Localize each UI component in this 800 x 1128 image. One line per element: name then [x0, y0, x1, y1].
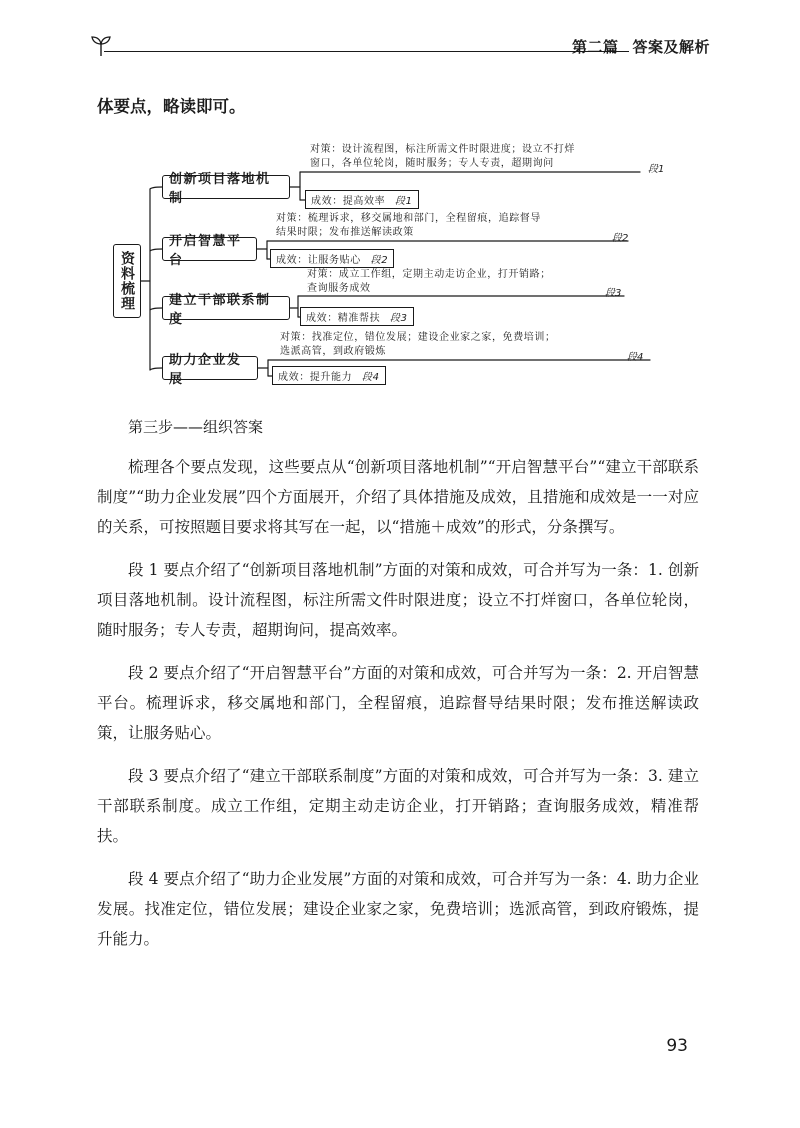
sprout-icon — [90, 34, 112, 58]
branch-3-measure-tag: 段3 — [605, 288, 622, 299]
measure-line: 对策：设计流程图，标注所需文件时限进度；设立不打烊 — [310, 144, 575, 155]
branch-node-1: 创新项目落地机制 — [162, 175, 290, 199]
effect-tag: 段4 — [361, 372, 380, 383]
branch-2-measure — [276, 212, 541, 240]
effect-tag: 段2 — [370, 255, 389, 266]
branch-1-measure-tag: 段1 — [648, 164, 665, 175]
header-part: 第二篇 — [571, 38, 619, 56]
branch-3-effect — [300, 307, 414, 326]
measure-line: 对策：梳理诉求，移交属地和部门，全程留痕，追踪督导 — [276, 213, 541, 224]
branch-1-effect — [305, 190, 419, 209]
header-rule — [104, 51, 629, 52]
branch-1-measure — [310, 143, 575, 171]
effect-text: 成效：提高效率 — [311, 196, 386, 207]
lead-text: 体要点，略读即可。 — [97, 97, 246, 116]
branch-4-measure — [280, 331, 556, 359]
paragraph: 段 1 要点介绍了“创新项目落地机制”方面的对策和成效，可合并写为一条：1. 创新项目落地机制。设计流程图，标注所需文件时限进度；设立不打烊窗口，各单位轮岗，随时服务；专人专责，超期询问，提高效率。 — [97, 561, 699, 639]
branch-node-2: 开启智慧平台 — [162, 237, 257, 261]
effect-tag: 段1 — [394, 196, 413, 207]
effect-text: 成效：精准帮扶 — [306, 313, 381, 324]
branch-4-measure-tag: 段4 — [627, 352, 644, 363]
branch-3-measure — [307, 268, 551, 296]
effect-tag: 段3 — [389, 313, 408, 324]
paragraph: 段 2 要点介绍了“开启智慧平台”方面的对策和成效，可合并写为一条：2. 开启智慧平台。梳理诉求，移交属地和部门，全程留痕，追踪督导结果时限；发布推送解读政策，让服务贴心。 — [97, 664, 699, 742]
measure-line: 对策：成立工作组，定期主动走访企业，打开销路； — [307, 269, 551, 280]
measure-line: 窗口，各单位轮岗，随时服务；专人专责，超期询问 — [310, 158, 554, 169]
body-text — [97, 452, 699, 967]
measure-line: 查询服务成效 — [307, 283, 371, 294]
effect-text: 成效：提升能力 — [278, 372, 353, 383]
header-title — [572, 36, 710, 57]
branch-node-4: 助力企业发展 — [162, 356, 258, 380]
header-section: 答案及解析 — [632, 38, 710, 56]
effect-text: 成效：让服务贴心 — [276, 255, 361, 266]
root-node — [113, 244, 141, 318]
paragraph: 段 4 要点介绍了“助力企业发展”方面的对策和成效，可合并写为一条：4. 助力企业发展。找准定位，错位发展；建设企业家之家，免费培训；选派高管，到政府锻炼，提升能力。 — [97, 870, 699, 948]
root-label: 资料梳理 — [119, 251, 135, 311]
paragraph: 段 3 要点介绍了“建立干部联系制度”方面的对策和成效，可合并写为一条：3. 建立干部联系制度。成立工作组，定期主动走访企业，打开销路；查询服务成效，精准帮扶。 — [97, 767, 699, 845]
measure-line: 对策：找准定位，错位发展；建设企业家之家，免费培训； — [280, 332, 556, 343]
branch-2-effect — [270, 249, 394, 268]
paragraph: 梳理各个要点发现，这些要点从“创新项目落地机制”“开启智慧平台”“建立干部联系制度”“助力企业发展”四个方面展开，介绍了具体措施及成效，且措施和成效是一一对应的关系，可按照题目要求将其写在一起，以“措施＋成效”的形式，分条撰写。 — [97, 458, 699, 536]
measure-line: 选派高管，到政府锻炼 — [280, 346, 386, 357]
branch-2-measure-tag: 段2 — [612, 233, 629, 244]
step-title: 第三步——组织答案 — [128, 418, 264, 436]
mindmap — [100, 144, 665, 390]
running-header — [90, 34, 712, 64]
branch-4-effect — [272, 366, 386, 385]
measure-line: 结果时限；发布推送解读政策 — [276, 227, 414, 238]
page-number: 93 — [666, 1036, 688, 1056]
branch-node-3: 建立干部联系制度 — [162, 296, 290, 320]
